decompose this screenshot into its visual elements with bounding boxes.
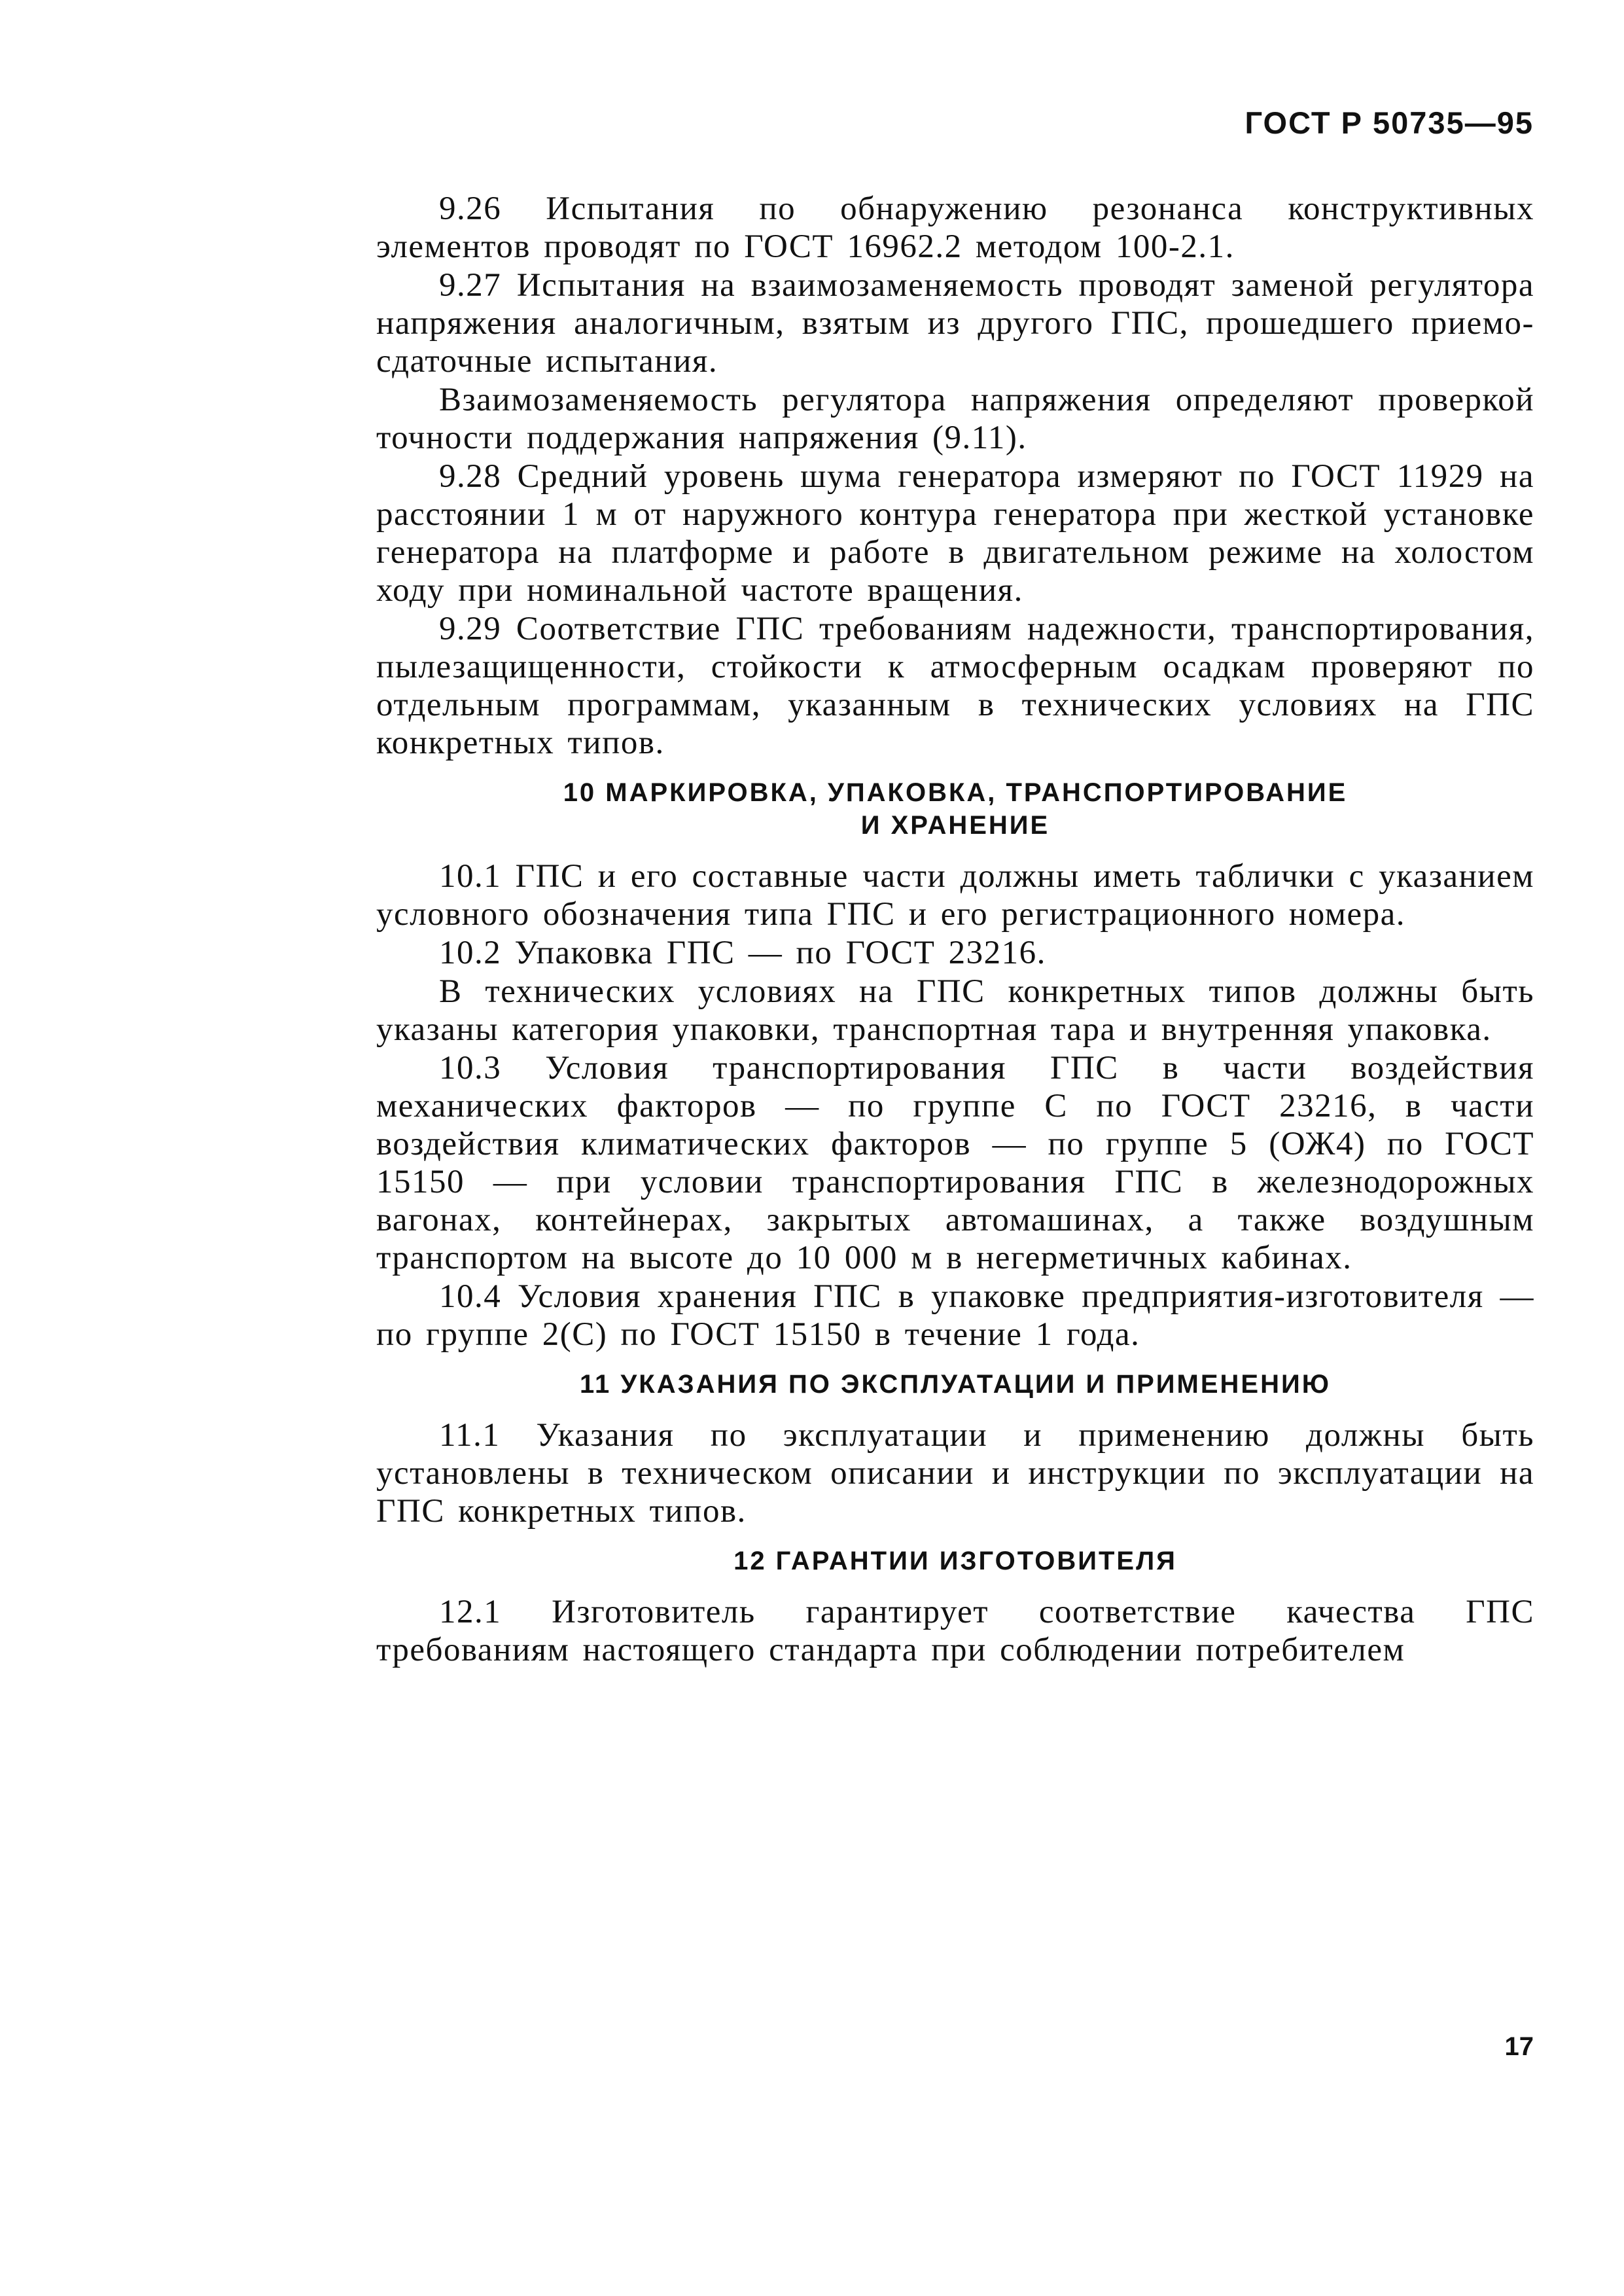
paragraph-9-28: 9.28 Средний уровень шума генератора измеряют по ГОСТ 11929 на расстоянии 1 м от наружного контура генератора при жесткой установке генератора на платформе и работе в двигательном режиме на холостом ходу при номинальной частоте вращения.	[376, 458, 1534, 609]
paragraph-11-1: 11.1 Указания по эксплуатации и применению должны быть установлены в техническом описании и инструкции по эксплуатации на ГПС конкретных типов.	[376, 1417, 1534, 1530]
section-heading-10-line1: 10 МАРКИРОВКА, УПАКОВКА, ТРАНСПОРТИРОВАНИЕ	[563, 778, 1348, 807]
paragraph-9-29: 9.29 Соответствие ГПС требованиям надежности, транспортирования, пылезащищенности, стойкости к атмосферным осадкам проверяют по отдельным программам, указанным в технических условиях на ГПС конкретных типов.	[376, 611, 1534, 761]
paragraph-10-3: 10.3 Условия транспортирования ГПС в части воздействия механических факторов — по группе С по ГОСТ 23216, в части воздействия климатических факторов — по группе 5 (ОЖ4) по ГОСТ 15150 — при условии транспортирования ГПС в железнодорожных вагонах, контейнерах, закрытых автомашинах, а также воздушным транспортом на высоте до 10 000 м в негерметичных кабинах.	[376, 1050, 1534, 1276]
section-heading-10	[376, 776, 1534, 842]
section-heading-11: 11 УКАЗАНИЯ ПО ЭКСПЛУАТАЦИИ И ПРИМЕНЕНИЮ	[580, 1370, 1331, 1399]
paragraph-10-2-continued: В технических условиях на ГПС конкретных типов должны быть указаны категория упаковки, транспортная тара и внутренняя упаковка.	[376, 973, 1534, 1048]
paragraph-9-26: 9.26 Испытания по обнаружению резонанса конструктивных элементов проводят по ГОСТ 16962.2 методом 100-2.1.	[376, 190, 1534, 265]
paragraph-9-27: 9.27 Испытания на взаимозаменяемость проводят заменой регулятора напряжения аналогичным, взятым из другого ГПС, прошедшего приемо-сдаточные испытания.	[376, 267, 1534, 380]
page-header-standard-code: ГОСТ Р 50735—95	[1244, 105, 1534, 140]
paragraph-9-27-continued: Взаимозаменяемость регулятора напряжения определяют проверкой точности поддержания напряжения (9.11).	[376, 382, 1534, 456]
document-body	[376, 190, 1534, 1670]
paragraph-10-4: 10.4 Условия хранения ГПС в упаковке предприятия-изготовителя — по группе 2(С) по ГОСТ 15150 в течение 1 года.	[376, 1278, 1534, 1353]
page-number: 17	[1504, 2032, 1534, 2061]
section-heading-10-line2: И ХРАНЕНИЕ	[860, 811, 1050, 840]
paragraph-12-1: 12.1 Изготовитель гарантирует соответствие качества ГПС требованиям настоящего стандарта при соблюдении потребителем	[376, 1594, 1534, 1668]
section-heading-12: 12 ГАРАНТИИ ИЗГОТОВИТЕЛЯ	[733, 1547, 1177, 1575]
paragraph-10-1: 10.1 ГПС и его составные части должны иметь таблички с указанием условного обозначения типа ГПС и его регистрационного номера.	[376, 858, 1534, 933]
paragraph-10-2: 10.2 Упаковка ГПС — по ГОСТ 23216.	[439, 935, 1046, 971]
